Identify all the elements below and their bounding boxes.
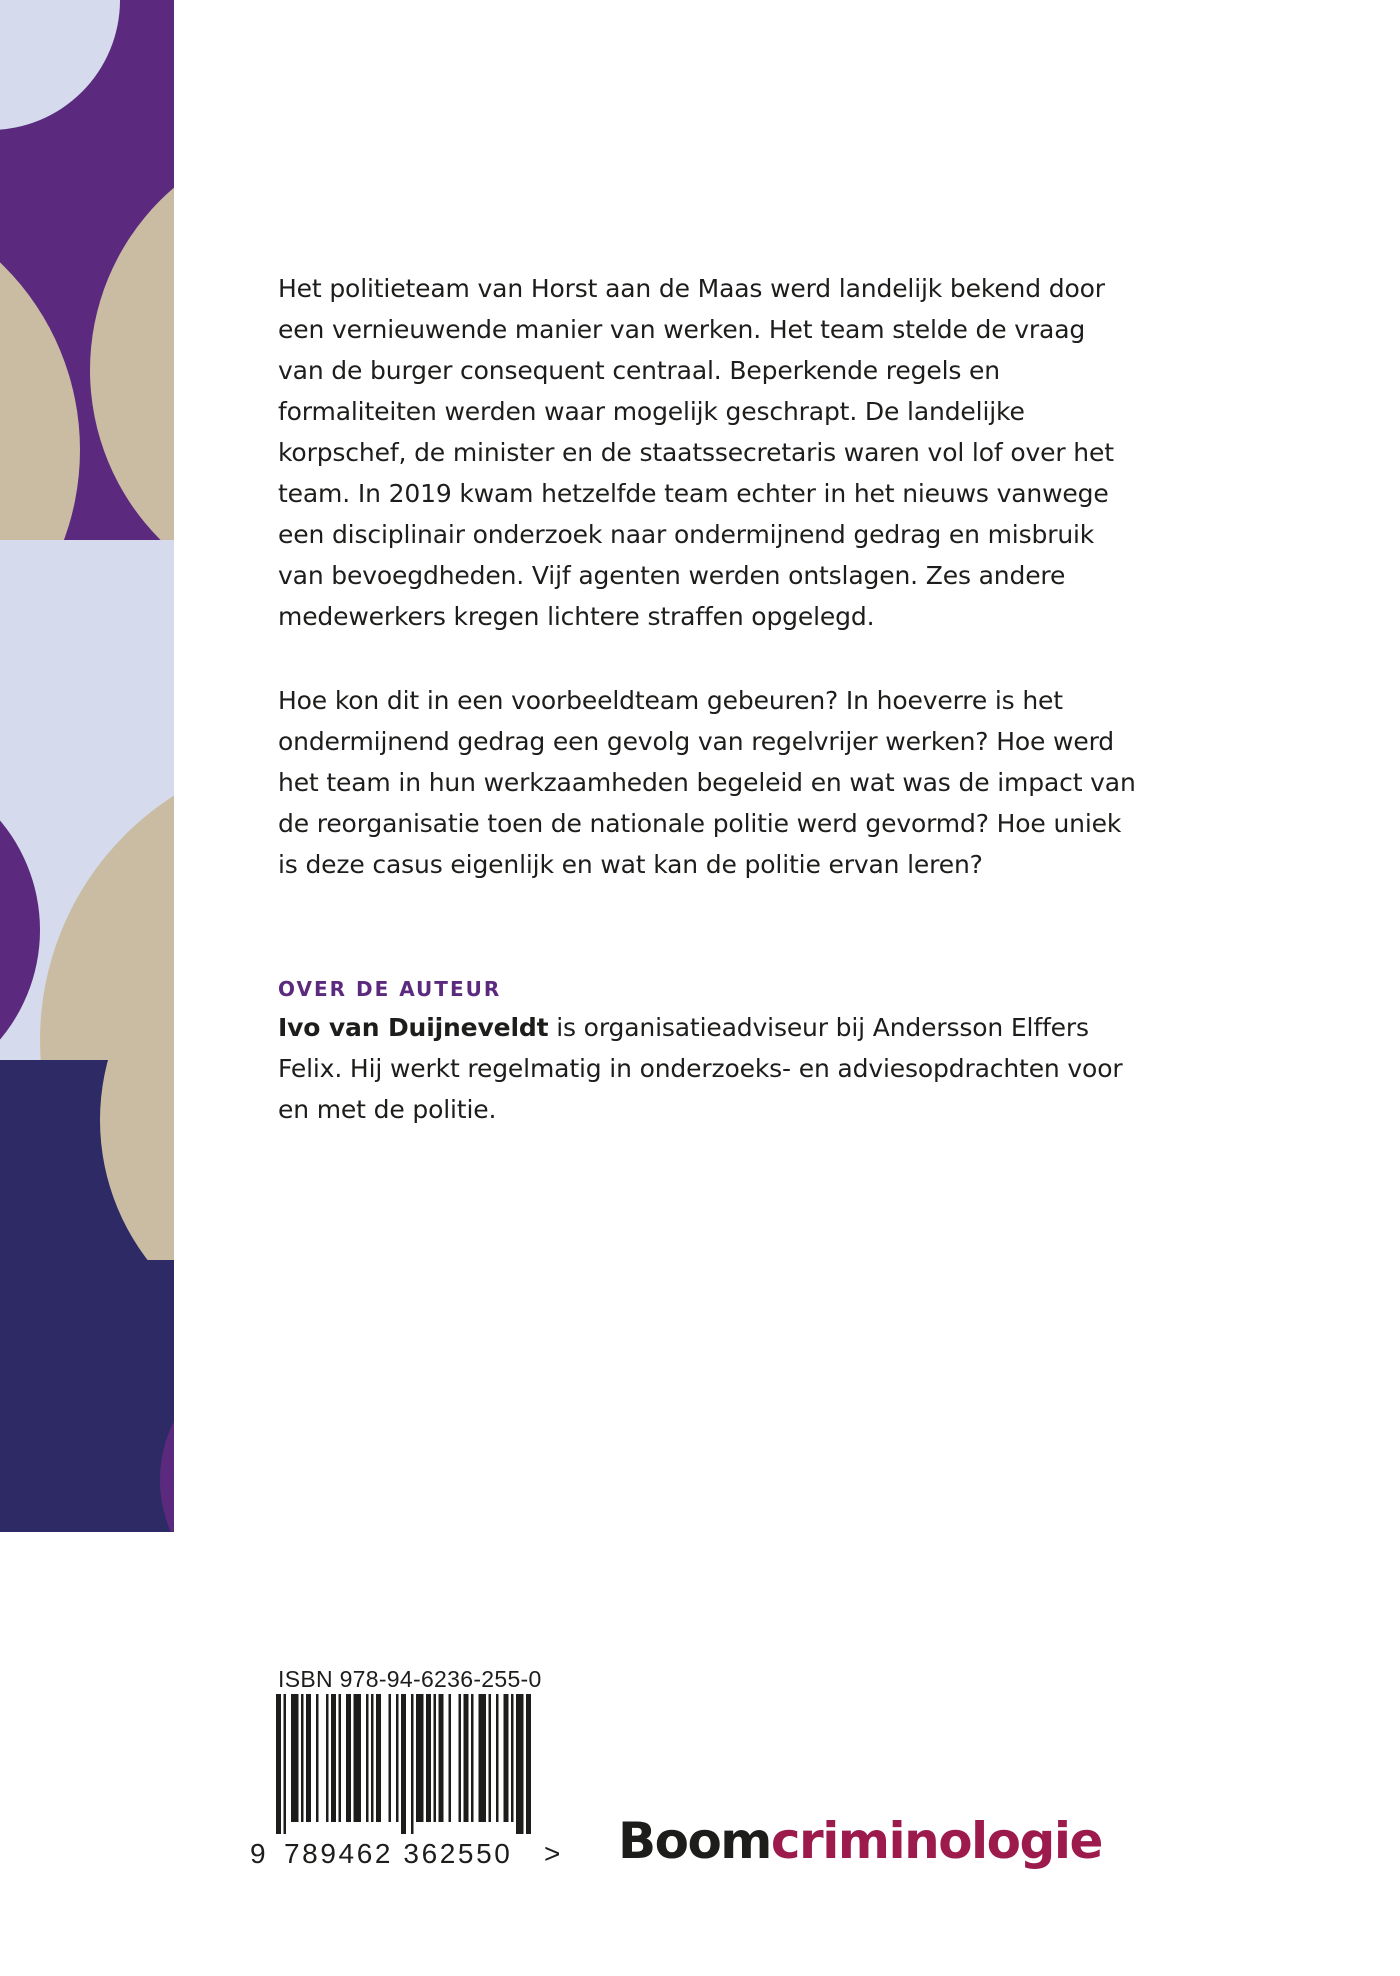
barcode-bar: [439, 1694, 444, 1822]
publisher-logo-criminologie: criminologie: [770, 1812, 1102, 1870]
publisher-logo-boom: Boom: [618, 1812, 771, 1870]
barcode-bar: [434, 1694, 437, 1822]
barcode-bar: [376, 1694, 381, 1822]
barcode-bar: [426, 1694, 431, 1822]
isbn-label: ISBN 978-94-6236-255-0: [278, 1666, 542, 1692]
barcode-bar: [371, 1694, 374, 1822]
barcode-bar: [511, 1694, 514, 1822]
barcode-bar: [331, 1694, 336, 1822]
barcode-bar: [464, 1694, 469, 1822]
barcode-bar: [449, 1694, 452, 1822]
barcode-bar: [339, 1694, 342, 1822]
barcode-digits: 789462 362550: [284, 1838, 513, 1869]
barcode-bar: [496, 1694, 499, 1822]
barcode-bar: [471, 1694, 474, 1822]
barcode-bar: [291, 1694, 299, 1822]
barcode-bar: [526, 1694, 531, 1834]
barcode-bar: [354, 1694, 362, 1822]
barcode-bar: [316, 1694, 319, 1822]
barcode-bar: [346, 1694, 351, 1822]
barcode-end-marker: >: [544, 1838, 561, 1869]
author-bio-text: is organisatieadviseur bij Andersson Elffers Felix. Hij werkt regelmatig in onderzoeks- en adviesopdrachten voor en met de politie.: [278, 1013, 1123, 1124]
barcode-bar: [411, 1694, 414, 1834]
barcode-icon: [276, 1694, 536, 1834]
barcode-bar: [459, 1694, 462, 1822]
publisher-logo: [618, 1812, 1102, 1870]
blurb-paragraph-2: Hoe kon dit in een voorbeeldteam gebeuren? In hoeverre is het ondermijnend gedrag een gevolg van regelvrijer werken? Hoe werd het team in hun werkzaamheden begeleid en wat was de impact van de reorganisatie toen de nationale politie werd gevormd? Hoe uniek is deze casus eigenlijk en wat kan de politie ervan leren?: [278, 686, 1136, 879]
barcode-digit-first: 9: [250, 1838, 266, 1869]
barcode-bar: [284, 1694, 287, 1834]
decorative-side-strip: [0, 0, 174, 1532]
barcode-bar: [326, 1694, 329, 1822]
barcode-bar: [389, 1694, 392, 1822]
barcode-bar: [479, 1694, 487, 1822]
barcode-bar: [366, 1694, 369, 1822]
barcode-bar: [396, 1694, 399, 1822]
barcode-bar: [504, 1694, 509, 1822]
barcode-bar: [306, 1694, 311, 1822]
author-heading: OVER DE AUTEUR: [278, 977, 502, 1001]
author-name: Ivo van Duijneveldt: [278, 1013, 549, 1042]
barcode-bar: [489, 1694, 492, 1822]
barcode-bar: [416, 1694, 424, 1822]
author-bio: [278, 1007, 1138, 1130]
blurb-paragraph-1: Het politieteam van Horst aan de Maas werd landelijk bekend door een vernieuwende manier van werken. Het team stelde de vraag van de burger consequent centraal. Beperkende regels en formaliteiten werden waar mogelijk geschrapt. De landelijke korpschef, de minister en de staatssecretaris waren vol lof over het team. In 2019 kwam hetzelfde team echter in het nieuws vanwege een disciplinair onderzoek naar ondermijnend gedrag en misbruik van bevoegdheden. Vijf agenten werden ontslagen. Zes andere medewerkers kregen lichtere straffen opgelegd.: [278, 274, 1114, 631]
barcode-bar: [401, 1694, 406, 1834]
barcode-bar: [301, 1694, 304, 1822]
barcode-bar: [276, 1694, 281, 1834]
barcode-bar: [516, 1694, 524, 1834]
